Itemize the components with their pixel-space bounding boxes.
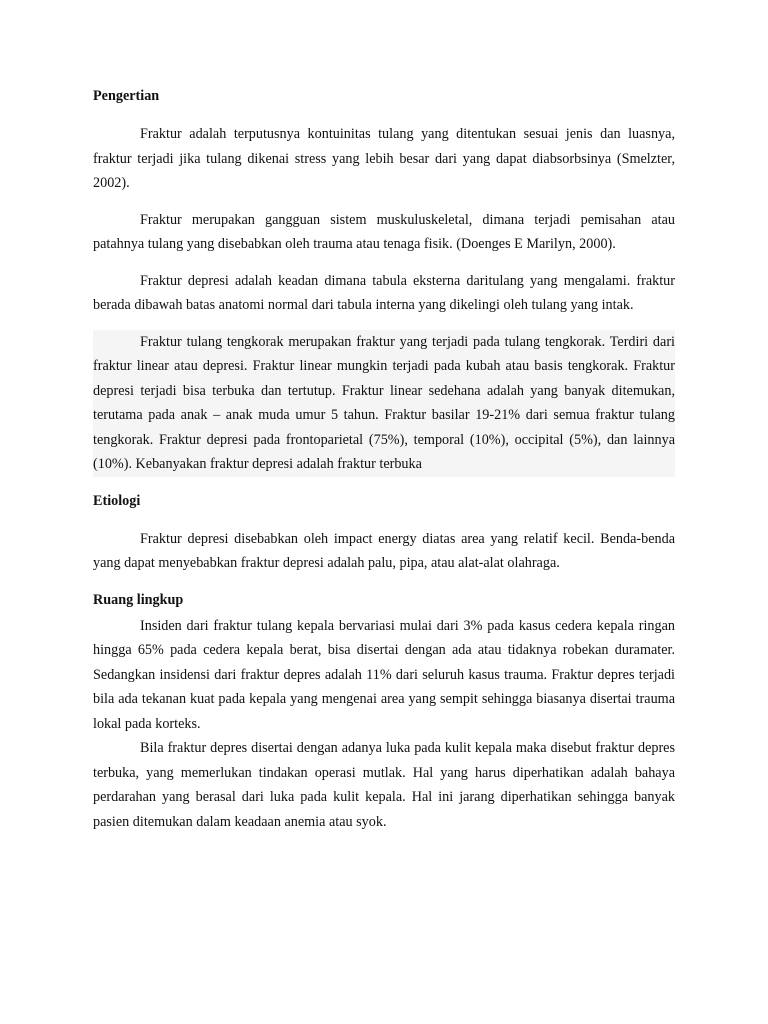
paragraph: Fraktur adalah terputusnya kontuinitas tulang yang ditentukan sesuai jenis dan luasnya, fraktur terjadi jika tulang dikenai stress yang lebih besar dari yang dapat diabsorbsinya (Smelzter, 2002).: [93, 126, 675, 191]
paragraph: Bila fraktur depres disertai dengan adanya luka pada kulit kepala maka disebut fraktur depres terbuka, yang memerlukan tindakan operasi mutlak. Hal yang harus diperhatikan adalah bahaya perdarahan yang berasal dari luka pada kulit kepala. Hal ini jarang diperhatikan sehingga banyak pasien ditemukan dalam keadaan anemia atau syok.: [93, 740, 675, 830]
paragraph-highlighted: Fraktur tulang tengkorak merupakan fraktur yang terjadi pada tulang tengkorak. Terdiri dari fraktur linear atau depresi. Fraktur linear mungkin terjadi pada kubah atau basis tengkorak. Fraktur depresi terjadi bisa terbuka dan tertutup. Fraktur linear sedehana adalah yang banyak ditemukan, terutama pada anak – anak muda umur 5 tahun. Fraktur basilar 19-21% dari semua fraktur tulang tengkorak. Fraktur depresi pada frontoparietal (75%), temporal (10%), occipital (5%), dan lainnya (10%). Kebanyakan fraktur depresi adalah fraktur terbuka: [93, 330, 675, 477]
section-heading-etiologi: Etiologi: [93, 492, 141, 509]
section-heading-ruang-lingkup: Ruang lingkup: [93, 591, 184, 608]
paragraph: Fraktur merupakan gangguan sistem muskuluskeletal, dimana terjadi pemisahan atau patahnya tulang yang disebabkan oleh trauma atau tenaga fisik. (Doenges E Marilyn, 2000).: [93, 211, 675, 252]
paragraph: Fraktur depresi disebabkan oleh impact energy diatas area yang relatif kecil. Benda-benda yang dapat menyebabkan fraktur depresi adalah palu, pipa, atau alat-alat olahraga.: [93, 530, 675, 571]
paragraph: Fraktur depresi adalah keadan dimana tabula eksterna daritulang yang mengalami. fraktur berada dibawah batas anatomi normal dari tabula interna yang dikelingi oleh tulang yang intak.: [93, 272, 675, 313]
section-heading-pengertian: Pengertian: [93, 88, 160, 104]
paragraph: Insiden dari fraktur tulang kepala bervariasi mulai dari 3% pada kasus cedera kepala ringan hingga 65% pada cedera kepala berat, bisa disertai dengan ada atau tidaknya robekan duramater. Sedangkan insidensi dari fraktur depres adalah 11% dari seluruh kasus trauma. Fraktur depres terjadi bila ada tekanan kuat pada kepala yang mengenai area yang sempit sehingga biasanya disertai trauma lokal pada korteks.: [93, 617, 675, 732]
